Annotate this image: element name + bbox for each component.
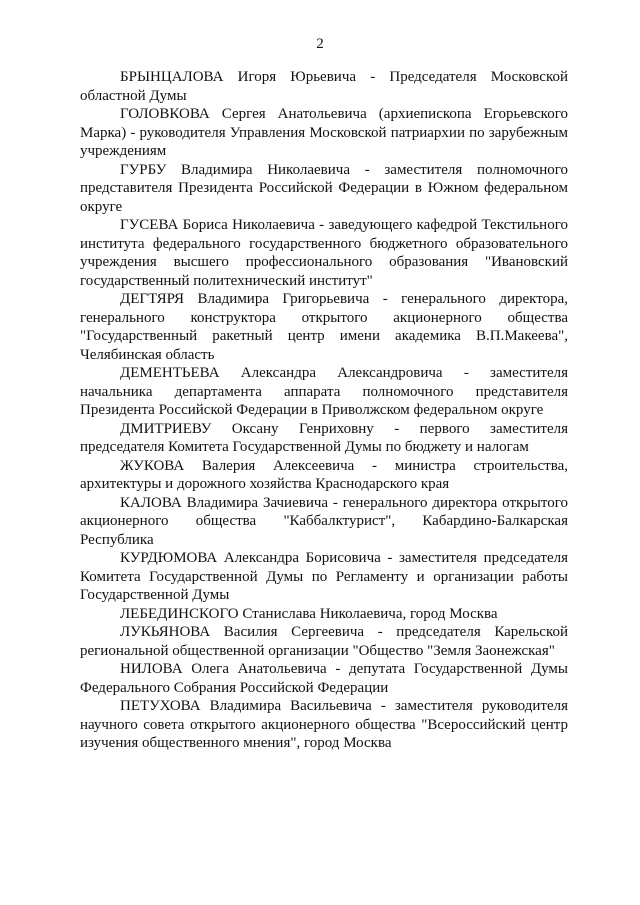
list-entry: КУРДЮМОВА Александра Борисовича - заместителя председателя Комитета Государственной Думы по Регламенту и организации работы Государственной Думы (80, 550, 568, 603)
list-entry: ДЕГТЯРЯ Владимира Григорьевича - генерального директора, генерального конструктора открытого акционерного общества "Государственный ракетный центр имени академика В.П.Макеева", Челябинская область (80, 291, 568, 363)
list-entry: ГОЛОВКОВА Сергея Анатольевича (архиепископа Егорьевского Марка) - руководителя Управления Московской патриархии по зарубежным учреждениям (80, 106, 568, 159)
list-entry: ПЕТУХОВА Владимира Васильевича - заместителя руководителя научного совета открытого акционерного общества "Всероссийский центр изучения общественного мнения", город Москва (80, 698, 568, 751)
award-list (80, 68, 568, 753)
page-number: 2 (316, 36, 324, 52)
list-entry: ГУРБУ Владимира Николаевича - заместителя полномочного представителя Президента Российской Федерации в Южном федеральном округе (80, 161, 568, 215)
list-entry: ДЕМЕНТЬЕВА Александра Александровича - заместителя начальника департамента аппарата полномочного представителя Президента Российской Федерации в Приволжском федеральном округе (80, 365, 568, 418)
list-entry: БРЫНЦАЛОВА Игоря Юрьевича - Председателя Московской областной Думы (80, 69, 568, 104)
list-entry: ЛУКЬЯНОВА Василия Сергеевича - председателя Карельской региональной общественной организации "Общество "Земля Заонежская" (80, 624, 568, 659)
list-entry: ЖУКОВА Валерия Алексеевича - министра строительства, архитектуры и дорожного хозяйства Краснодарского края (80, 457, 568, 492)
list-entry: ДМИТРИЕВУ Оксану Генриховну - первого заместителя председателя Комитета Государственной Думы по бюджету и налогам (80, 420, 568, 455)
list-entry: КАЛОВА Владимира Зачиевича - генерального директора открытого акционерного общества "Каббалктурист", Кабардино-Балкарская Республика (80, 494, 568, 548)
list-entry: ГУСЕВА Бориса Николаевича - заведующего кафедрой Текстильного института федерального государственного бюджетного образовательного учреждения высшего профессионального образования "Ивановский государственный политехнический институт" (80, 217, 568, 289)
list-entry: НИЛОВА Олега Анатольевича - депутата Государственной Думы Федерального Собрания Российской Федерации (80, 661, 568, 696)
list-entry: ЛЕБЕДИНСКОГО Станислава Николаевича, город Москва (120, 605, 498, 622)
